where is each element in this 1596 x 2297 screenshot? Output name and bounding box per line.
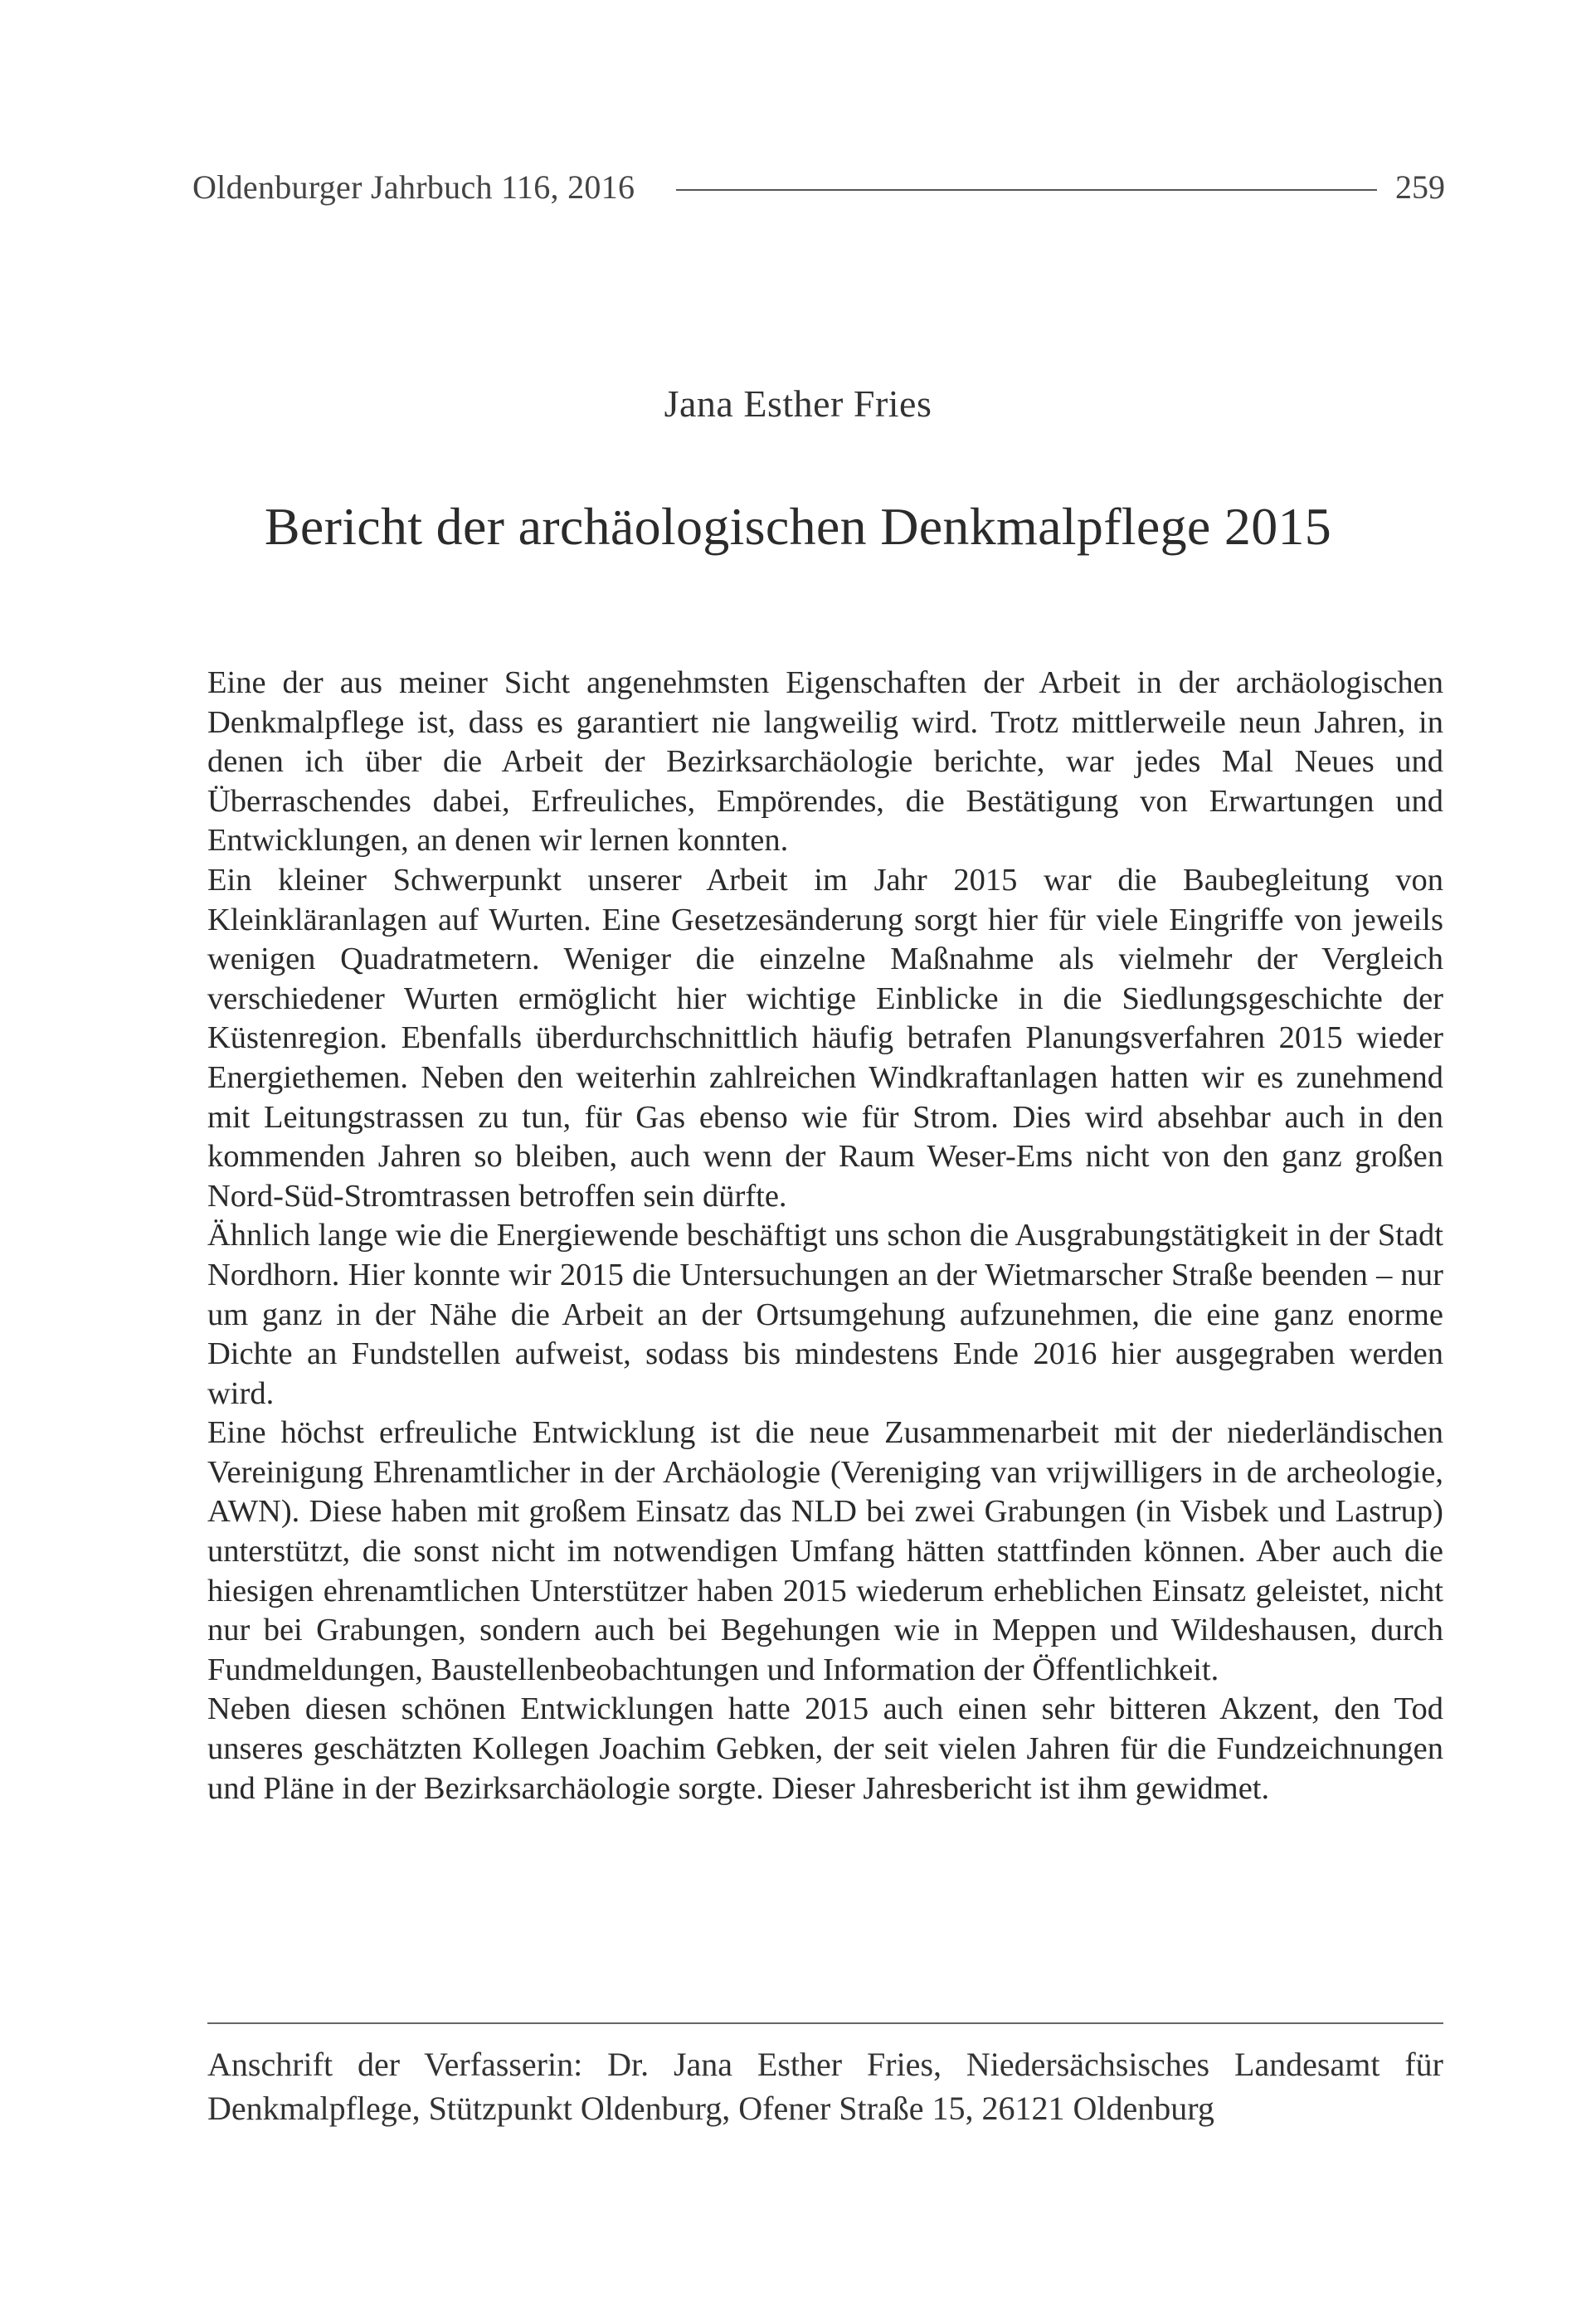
- journal-title: Oldenburger Jahrbuch 116, 2016: [192, 168, 635, 206]
- running-header: [192, 162, 1445, 212]
- footnote-rule: [207, 2022, 1443, 2024]
- body-paragraph: Neben diesen schönen Entwicklungen hatte 2015 auch einen sehr bitteren Akzent, den Tod unseres geschätzten Kollegen Joachim Gebken, der seit vielen Jahren für die Fundzeichnungen und Pläne in der Bezirksarchäologie sorgte. Dieser Jahresbericht ist ihm gewidmet.: [207, 1691, 1443, 1806]
- body-paragraph: Eine der aus meiner Sicht angenehmsten Eigenschaften der Arbeit in der archäologischen Denkmalpflege ist, dass es garantiert nie langweilig wird. Trotz mittlerweile neun Jahren, in denen ich über die Arbeit der Bezirksarchäologie berichte, war jedes Mal Neues und Überraschendes dabei, Erfreuliches, Empörendes, die Bestätigung von Erwartungen und Entwicklungen, an denen wir lernen konnten.: [207, 665, 1443, 859]
- article-title: Bericht der archäologischen Denkmalpflege 2015: [264, 497, 1332, 556]
- author-name: Jana Esther Fries: [664, 382, 932, 425]
- page-number: 259: [1395, 168, 1445, 206]
- article-body: [207, 664, 1443, 1808]
- body-paragraph: Ein kleiner Schwerpunkt unserer Arbeit im Jahr 2015 war die Baubegleitung von Kleinkläranlagen auf Wurten. Eine Gesetzesänderung sorgt hier für viele Eingriffe von jeweils wenigen Quadratmetern. Weniger die einzelne Maßnahme als vielmehr der Vergleich verschiedener Wurten ermöglicht hier wichtige Einblicke in die Siedlungsgeschichte der Küstenregion. Ebenfalls überdurchschnittlich häufig betrafen Planungsverfahren 2015 wieder Energiethemen. Neben den weiterhin zahlreichen Windkraftanlagen hatten wir es zunehmend mit Leitungstrassen zu tun, für Gas ebenso wie für Strom. Dies wird absehbar auch in den kommenden Jahren so bleiben, auch wenn der Raum Weser-Ems nicht von den ganz großen Nord-Süd-Stromtrassen betroffen sein dürfte.: [207, 862, 1443, 1214]
- header-rule: [676, 189, 1377, 191]
- author-address-footnote: Anschrift der Verfasserin: Dr. Jana Esther Fries, Niedersächsisches Landesamt für Denkmalpflege, Stützpunkt Oldenburg, Ofener Straße 15, 26121 Oldenburg: [207, 2046, 1443, 2127]
- body-paragraph: Ähnlich lange wie die Energiewende beschäftigt uns schon die Ausgrabungstätigkeit in der Stadt Nordhorn. Hier konnte wir 2015 die Untersuchungen an der Wietmarscher Straße beenden – nur um ganz in der Nähe die Arbeit an der Ortsumgehung aufzunehmen, die eine ganz enorme Dichte an Fundstellen aufweist, sodass bis mindestens Ende 2016 hier ausgegraben werden wird.: [207, 1218, 1443, 1411]
- body-paragraph: Eine höchst erfreuliche Entwicklung ist die neue Zusammenarbeit mit der niederländischen Vereinigung Ehrenamtlicher in der Archäologie (Vereniging van vrijwilligers in de archeologie, AWN). Diese haben mit großem Einsatz das NLD bei zwei Grabungen (in Visbek und Lastrup) unterstützt, die sonst nicht im notwendigen Umfang hätten stattfinden können. Aber auch die hiesigen ehrenamtlichen Unterstützer haben 2015 wiederum erheblichen Einsatz geleistet, nicht nur bei Grabungen, sondern auch bei Begehungen wie in Meppen und Wildeshausen, durch Fundmeldungen, Baustellenbeobachtungen und Information der Öffentlichkeit.: [207, 1415, 1443, 1687]
